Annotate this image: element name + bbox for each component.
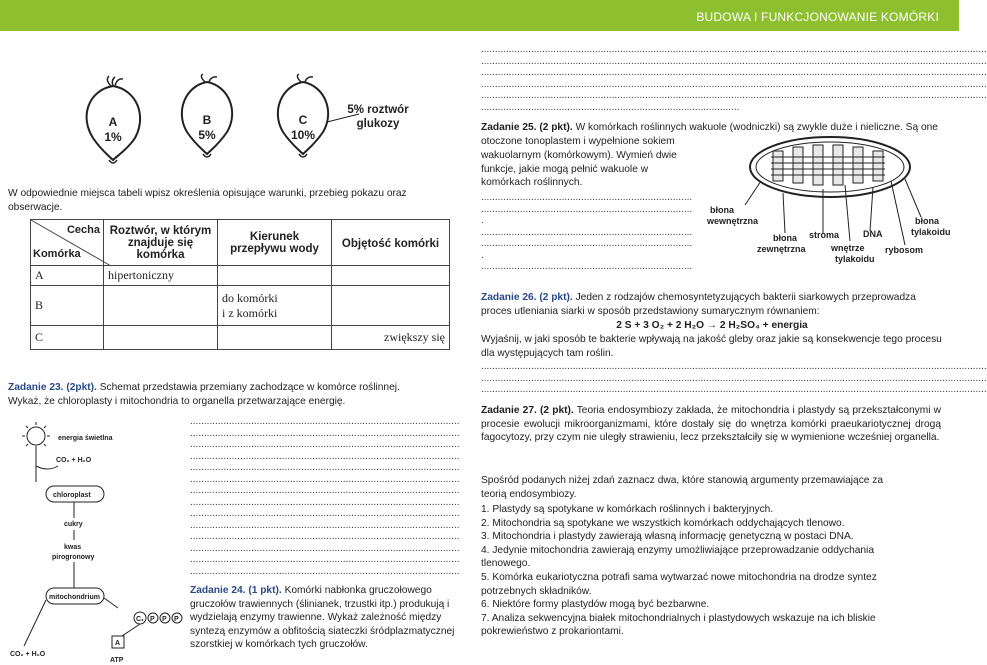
task27-options bbox=[481, 503, 921, 639]
option-5[interactable]: 5. Komórka eukariotyczna potrafi sama wytwarzać nowe mitochondria na drodze syntez potrzebnych składników. bbox=[481, 571, 877, 597]
task26-text: Jeden z rodzajów chemosyntetyzujących bakterii siarkowych przeprowadza proces utleniania siarki w sposób przedstawiony sumarycznym równaniem: bbox=[481, 292, 916, 317]
cell-c-volume: zwiększy się bbox=[332, 326, 450, 350]
cell-b-letter: B bbox=[202, 113, 212, 127]
label-mitochondrium: mitochondrium bbox=[49, 594, 100, 601]
task23-answer-lines: ................................................................................................. ................................................................................................. ................................................................................................. ................................................................................................. ................................................................................................. ................................................................................................. ................................................................................................. ................................................................................................. ................................................................................................. ................................................................................................. ................................................................................................. ................................................................................................. ................................................................................................. ................................................................................................. bbox=[190, 416, 460, 577]
task26-title: Zadanie 26. (2 pkt). bbox=[481, 292, 573, 303]
cell-a-solution: hipertoniczny bbox=[104, 266, 218, 286]
col-header-solution-l1: Roztwór, w którym bbox=[109, 224, 212, 237]
cell-b-flow-l2: i z komórki bbox=[222, 305, 278, 320]
option-2[interactable]: 2. Mitochondria są spotykane we wszystkich komórkach oddychających tlenowo. bbox=[481, 517, 845, 529]
label-inner-membrane: błona bbox=[710, 205, 734, 215]
osmosis-table bbox=[30, 219, 450, 350]
task26-equation: 2 S + 3 O₂ + 2 H₂O → 2 H₂SO₄ + energia bbox=[616, 320, 808, 331]
cell-b-solution bbox=[104, 286, 218, 326]
cell-a-flow bbox=[218, 266, 332, 286]
task24 bbox=[190, 584, 465, 652]
label-c1: C₁ bbox=[136, 616, 144, 623]
corner-label-cecha: Cecha bbox=[66, 224, 100, 236]
cell-a-letter: A bbox=[108, 115, 118, 129]
col-header-solution bbox=[104, 220, 218, 266]
task24-answer-lines: ...................................................................................................................................................................................... ...................................................................................................................................................................................... ...................................................................................................................................................................................... ...................................................................................................................................................................................... ...................................................................................................................................................................................... ............................................................................................. bbox=[481, 44, 987, 113]
solution-label-line1: 5% roztwór bbox=[347, 104, 409, 116]
option-3[interactable]: 3. Mitochondria i plastydy zawierają własną informację genetyczną w postaci DNA. bbox=[481, 531, 854, 543]
task25-text-top: W komórkach roślinnych wakuole (wodniczki) są zwykle duże i nieliczne. Są one otoczone tonoplastem i wypełnione sokiem bbox=[481, 122, 938, 147]
col-header-flow-l2: przepływu wody bbox=[230, 242, 319, 255]
task26-question: Wyjaśnij, w jaki sposób te bakterie wpływają na jakość gleby oraz jakie są konsekwencje tego procesu dla występujących tam roślin. bbox=[481, 334, 942, 359]
label-atp: ATP bbox=[110, 657, 124, 664]
cell-c-solution bbox=[104, 326, 218, 350]
label-thylakoid-membrane-2: tylakoidu bbox=[911, 227, 951, 237]
col-header-volume bbox=[332, 220, 450, 266]
task23-text: Schemat przedstawia przemiany zachodzące w komórce roślinnej. Wykaż, że chloroplasty i mitochondria to organella przetwarzające energię. bbox=[8, 382, 400, 407]
table-corner-cell bbox=[31, 220, 104, 266]
cell-b-volume bbox=[332, 286, 450, 326]
task27-title: Zadanie 27. (2 pkt). bbox=[481, 405, 574, 416]
label-p1: P bbox=[150, 616, 155, 623]
label-co2-h2o-top: CO₂ + H₂O bbox=[56, 457, 92, 464]
task26-answer-lines: ...................................................................................................................................................................................... ...................................................................................................................................................................................... ...................................................................................................................................................................................... bbox=[481, 361, 987, 395]
task27-text: Teoria endosymbiozy zakłada, że mitochondria i plastydy są przekształconymi w procesie ewolucji mikroorganizmami, które dostały się do wnętrza komórki praeukariotycznej drogą fagocytozy, przy czym nie uległy strawieniu, lecz przekształciły się w wymienione wcześniej organella. bbox=[481, 405, 941, 444]
task22-instruction: W odpowiednie miejsca tabeli wpisz określenia opisujące warunki, przebieg pokazu oraz obserwacje. bbox=[8, 188, 407, 213]
row-label-a: A bbox=[31, 266, 104, 286]
label-chloroplast: chloroplast bbox=[53, 492, 91, 499]
cell-c-letter: C bbox=[298, 113, 308, 127]
task27 bbox=[481, 404, 941, 445]
energy-conversion-diagram bbox=[8, 422, 183, 665]
label-ribosome: rybosom bbox=[885, 245, 924, 255]
col-header-flow bbox=[218, 220, 332, 266]
col-header-volume-text: Objętość komórki bbox=[341, 237, 440, 250]
cell-a-pct: 1% bbox=[104, 130, 122, 144]
task25-text-left: wakuolarnym (komórkowym). Wymień dwie funkcje, jakie mogą pełnić wakuole w komórkach roślinnych. bbox=[481, 150, 677, 189]
label-p3: P bbox=[174, 616, 179, 623]
label-co2-h2o-bottom: CO₂ + H₂O bbox=[10, 651, 46, 658]
task25-answer-lines: ............................................................................ ............................................................................ . ............................................................................ ............................................................................ . ............................................................................ bbox=[481, 192, 693, 272]
header-title: BUDOWA I FUNKCJONOWANIE KOMÓRKI bbox=[696, 10, 939, 24]
solution-label-line2: glukozy bbox=[356, 118, 400, 130]
label-thylakoid-membrane: błona bbox=[915, 216, 939, 226]
task26 bbox=[481, 291, 943, 318]
col-header-solution-l2: znajduje się komórka bbox=[127, 236, 194, 261]
corner-label-komorka: Komórka bbox=[33, 248, 81, 260]
label-acid-l1: kwas bbox=[64, 544, 82, 551]
task27-instruction: Spośród podanych niżej zdań zaznacz dwa, które stanowią argumenty przemawiające za teorią endosymbiozy. bbox=[481, 475, 884, 500]
cell-b-flow-l1: do komórki bbox=[222, 290, 278, 305]
table-row bbox=[31, 326, 450, 350]
option-1[interactable]: 1. Plastydy są spotykane w komórkach roślinnych i bakteryjnych. bbox=[481, 504, 774, 515]
label-adp-a: A bbox=[115, 640, 121, 647]
label-thylakoid-interior-2: tylakoidu bbox=[835, 254, 875, 264]
task23 bbox=[8, 381, 413, 408]
label-stroma: stroma bbox=[809, 230, 840, 240]
option-6[interactable]: 6. Niektóre formy plastydów mogą być bezbarwne. bbox=[481, 599, 710, 611]
label-thylakoid-interior: wnętrze bbox=[831, 243, 865, 253]
label-dna: DNA bbox=[863, 229, 883, 239]
row-label-c: C bbox=[31, 326, 104, 350]
label-inner-membrane-2: wewnętrzna bbox=[707, 216, 759, 226]
row-label-b: B bbox=[31, 286, 104, 326]
table-row bbox=[31, 266, 450, 286]
cell-c-flow bbox=[218, 326, 332, 350]
osmosis-cells-illustration bbox=[75, 76, 409, 168]
cell-c-pct: 10% bbox=[290, 128, 316, 142]
label-sugars: cukry bbox=[64, 521, 83, 528]
chloroplast-diagram bbox=[705, 133, 957, 268]
task23-title: Zadanie 23. (2pkt). bbox=[8, 382, 97, 393]
label-acid-l2: pirogronowy bbox=[52, 554, 95, 561]
option-7[interactable]: 7. Analiza sekwencyjna białek mitochondrialnych i plastydowych wskazuje na ich bliskie pokrewieństwo z prokariontami. bbox=[481, 612, 876, 638]
label-outer-membrane: błona bbox=[773, 233, 797, 243]
label-outer-membrane-2: zewnętrzna bbox=[757, 244, 806, 254]
option-4[interactable]: 4. Jedynie mitochondria zawierają enzymy umożliwiające przeprowadzanie oddychania tlenowego. bbox=[481, 544, 874, 570]
label-light-energy: energia świetlna bbox=[58, 435, 113, 442]
task24-text: Komórki nabłonka gruczołowego gruczołów trawiennych (ślinianek, trzustki itp.) produkują i wydzielają enzymy trawienne. Wykaż zależność między syntezą enzymów a obfitością siateczki śródplazmatycznej szorstkiej w komórkach tych gruczołów. bbox=[190, 585, 455, 651]
col-header-flow-l1: Kierunek bbox=[249, 230, 300, 243]
cell-b-pct: 5% bbox=[198, 128, 216, 142]
table-row bbox=[31, 286, 450, 326]
task25-title: Zadanie 25. (2 pkt). bbox=[481, 122, 573, 133]
cell-b-flow bbox=[218, 286, 332, 326]
header-bar bbox=[0, 0, 959, 31]
task24-title: Zadanie 24. (1 pkt). bbox=[190, 585, 282, 596]
label-p2: P bbox=[162, 616, 167, 623]
cell-a-volume bbox=[332, 266, 450, 286]
